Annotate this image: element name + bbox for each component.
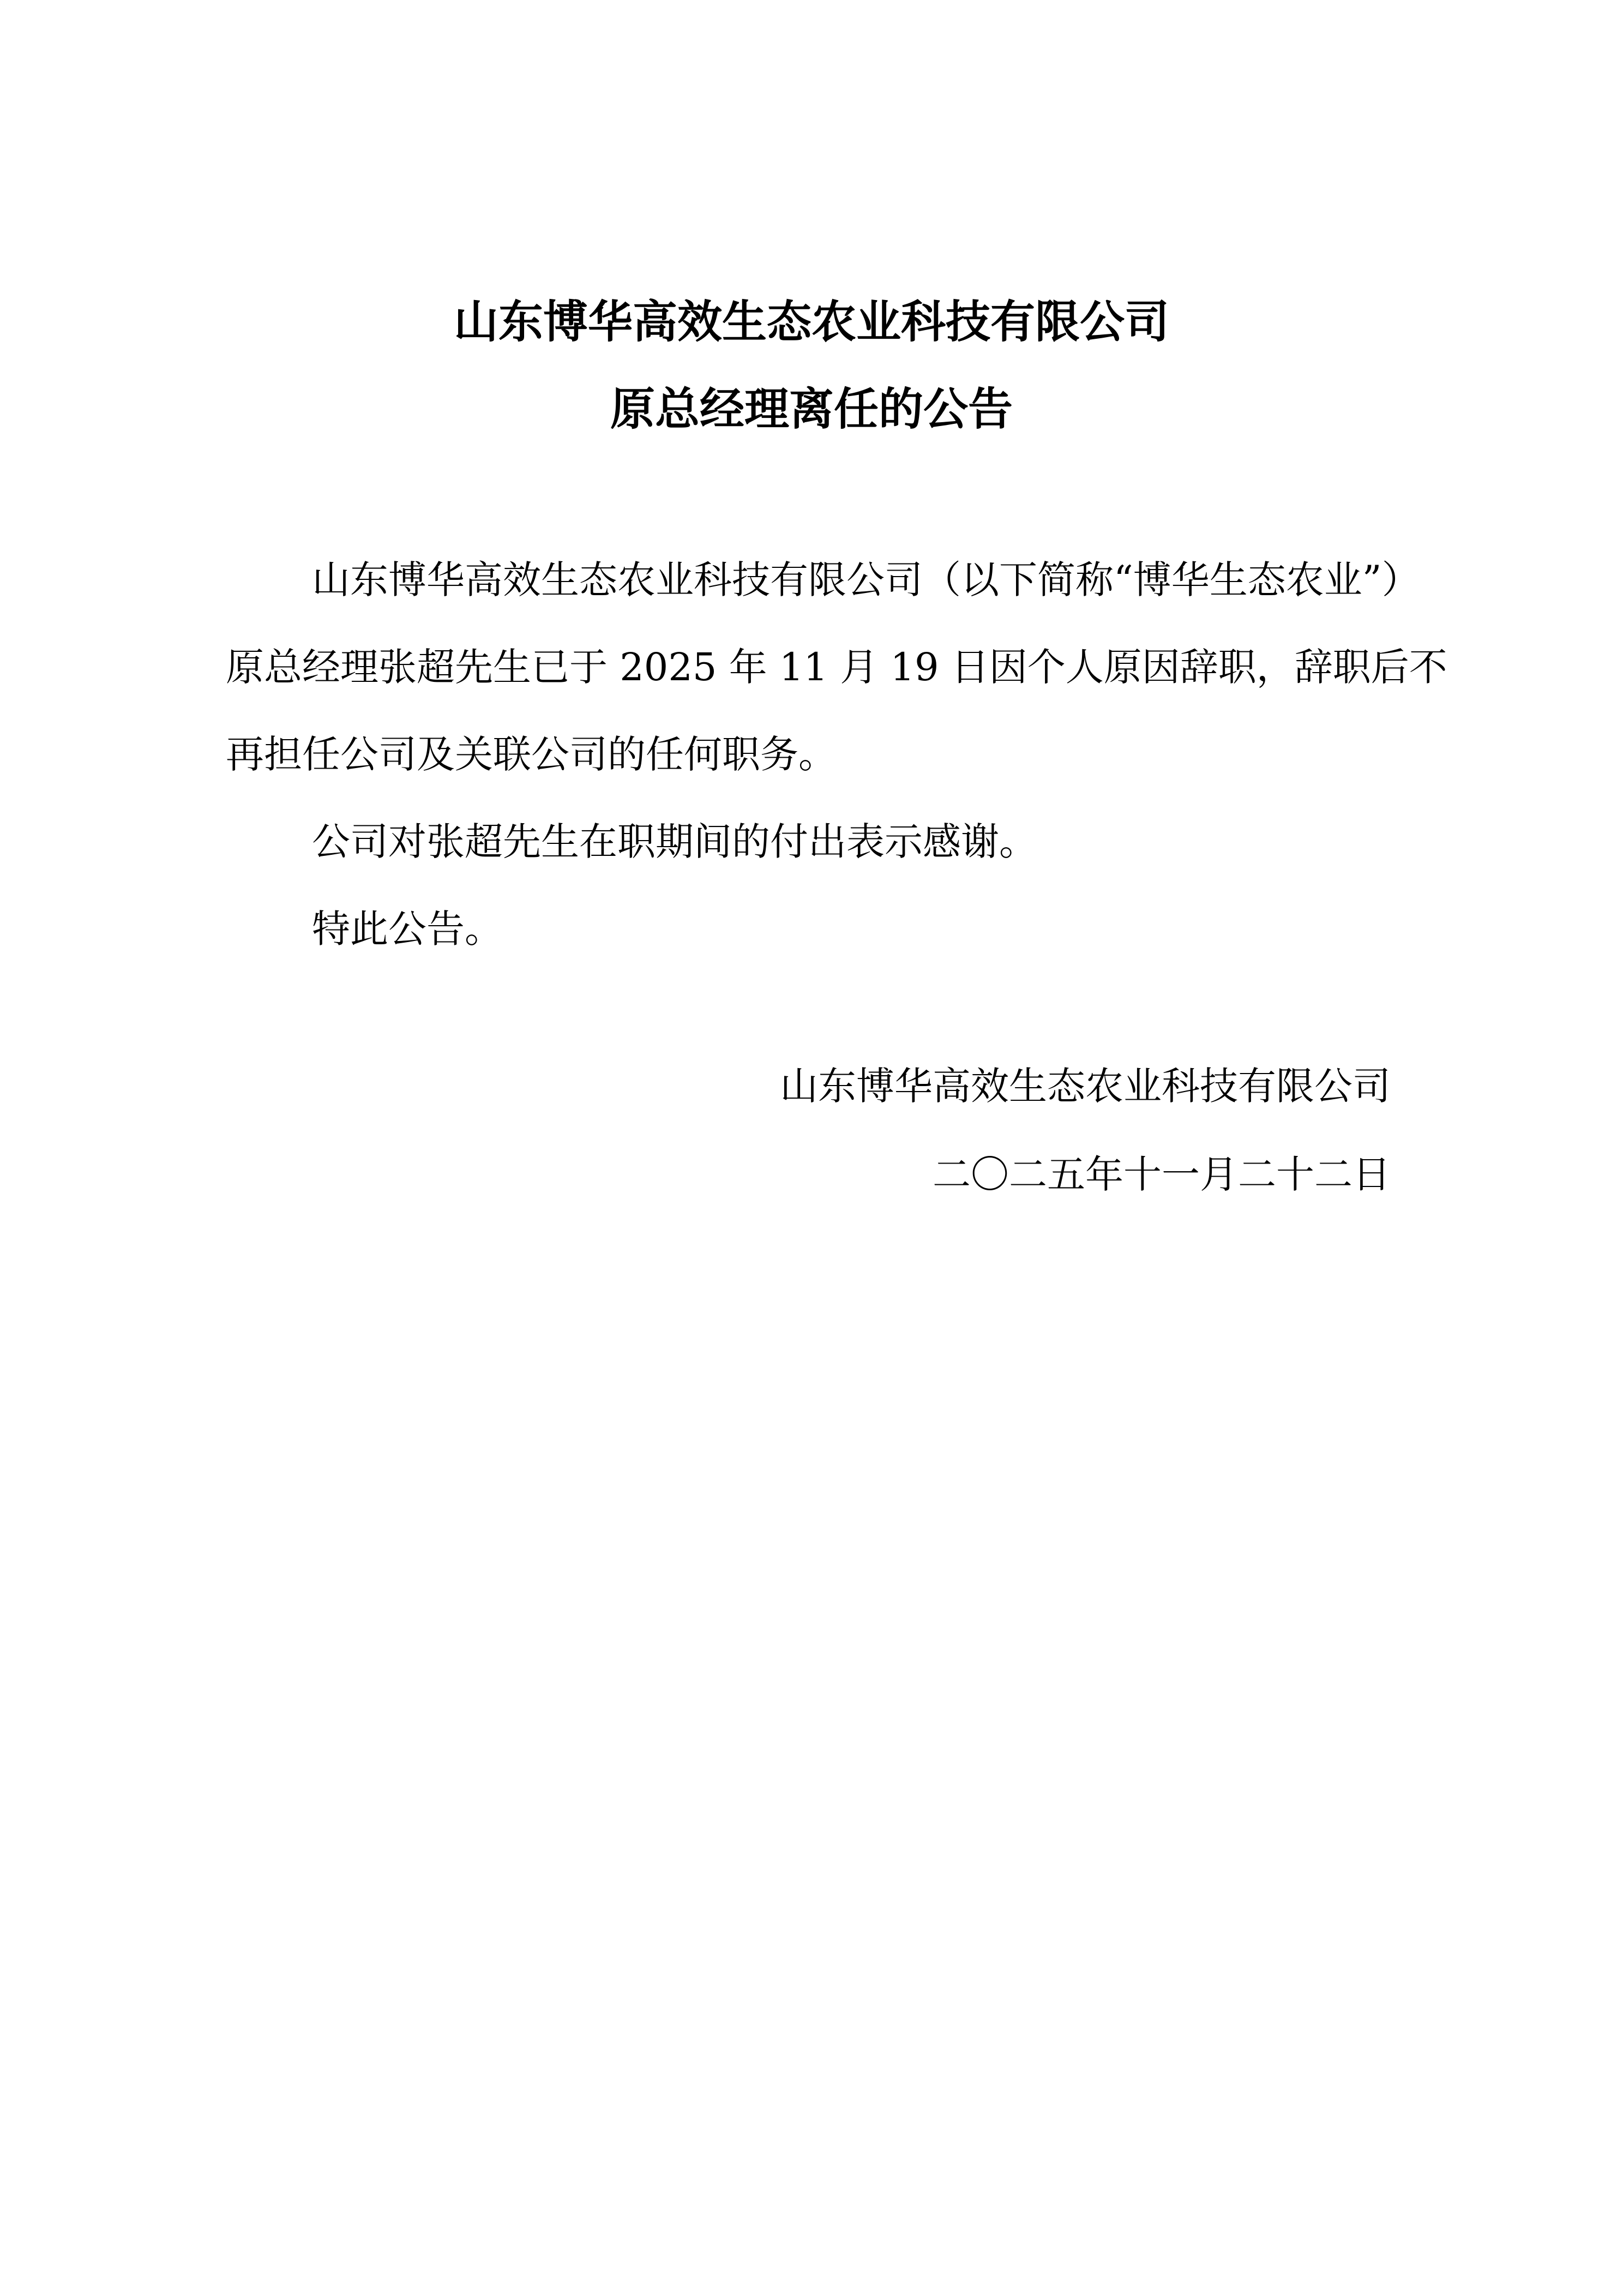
paragraph-1-line-2: 原总经理张超先生已于 2025 年 11 月 19 日因个人原因辞职，辞职后不	[226, 645, 1447, 690]
paragraph-1-line-1: 山东博华高效生态农业科技有限公司（以下简称“博华生态农业”）	[312, 557, 1420, 602]
document-title-company: 山东博华高效生态农业科技有限公司	[453, 296, 1169, 348]
signature-company-name: 山东博华高效生态农业科技有限公司	[780, 1064, 1391, 1108]
paragraph-1-line-3: 再担任公司及关联公司的任何职务。	[226, 732, 837, 777]
paragraph-2: 公司对张超先生在职期间的付出表示感谢。	[312, 819, 1037, 864]
document-title-announcement: 原总经理离任的公告	[610, 383, 1013, 435]
signature-date: 二〇二五年十一月二十二日	[933, 1152, 1391, 1197]
paragraph-3: 特此公告。	[312, 907, 503, 951]
